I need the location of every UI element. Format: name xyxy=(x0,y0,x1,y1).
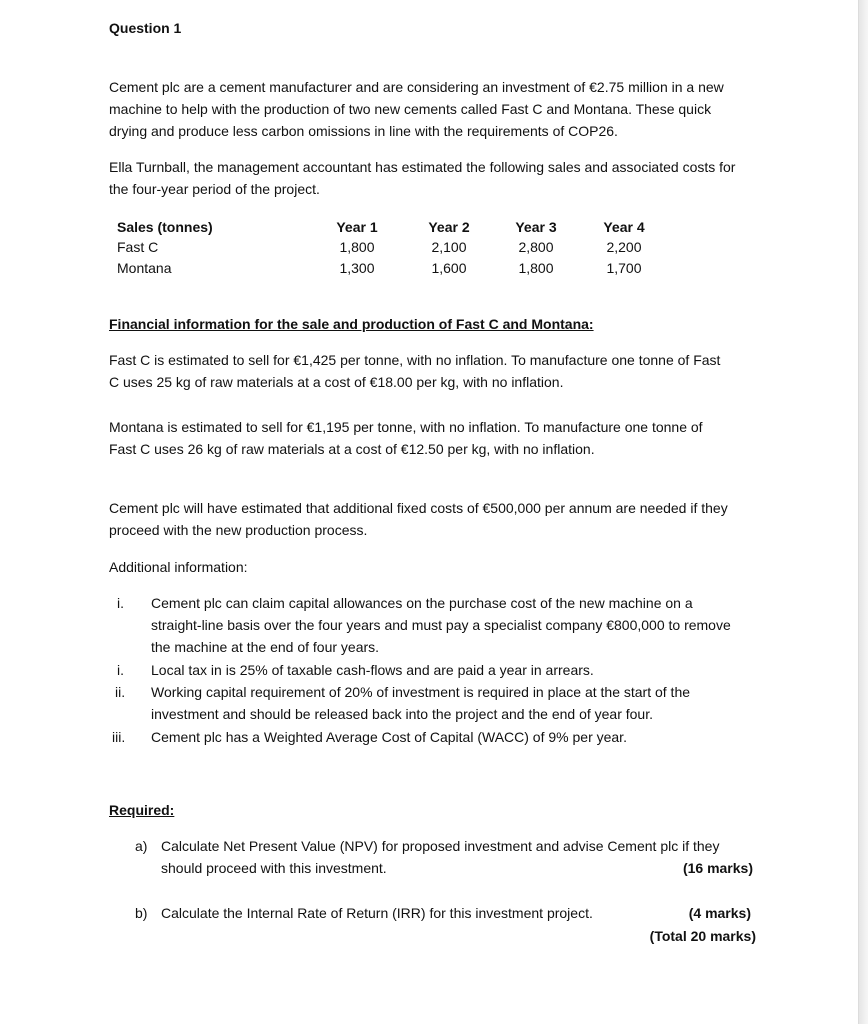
sales-header-year1: Year 1 xyxy=(336,219,378,235)
required-a-marks: (16 marks) xyxy=(682,860,753,876)
total-marks: (Total 20 marks) xyxy=(649,928,756,944)
required-a-line1: Calculate Net Present Value (NPV) for proposed investment and advise Cement plc if they xyxy=(161,838,720,854)
additional-marker: i. xyxy=(117,662,124,678)
required-a-line2: should proceed with this investment. xyxy=(161,860,387,876)
sales-cell: 1,800 xyxy=(518,260,554,276)
montana-line1: Montana is estimated to sell for €1,195 per tonne, with no inflation. To manufacture one tonne of xyxy=(109,419,703,435)
montana-line2: Fast C uses 26 kg of raw materials at a cost of €12.50 per kg, with no inflation. xyxy=(109,441,595,457)
required-a-marker: a) xyxy=(135,838,148,854)
sales-header-year3: Year 3 xyxy=(515,219,557,235)
additional-marker: iii. xyxy=(112,729,126,745)
additional-item-line: Cement plc has a Weighted Average Cost of Capital (WACC) of 9% per year. xyxy=(151,729,627,745)
sales-cell: 1,700 xyxy=(606,260,642,276)
sales-cell: 2,800 xyxy=(518,239,554,255)
additional-item-line: Working capital requirement of 20% of investment is required in place at the start of the xyxy=(151,684,691,700)
question-title: Question 1 xyxy=(109,20,182,36)
additional-item-line: the machine at the end of four years. xyxy=(151,639,380,655)
sales-cell: 2,200 xyxy=(606,239,642,255)
financial-heading: Financial information for the sale and production of Fast C and Montana: xyxy=(109,316,594,332)
intro-p1-line1: Cement plc are a cement manufacturer and are considering an investment of €2.75 million in a new xyxy=(109,79,724,95)
intro-p1-line2: machine to help with the production of two new cements called Fast C and Montana. These quick xyxy=(109,101,712,117)
required-heading: Required: xyxy=(109,802,175,818)
fast-c-line1: Fast C is estimated to sell for €1,425 per tonne, with no inflation. To manufacture one tonne of Fast xyxy=(109,352,721,368)
required-b-marks: (4 marks) xyxy=(688,905,751,921)
additional-item-line: investment and should be released back into the project and the end of year four. xyxy=(151,706,653,722)
required-b-marker: b) xyxy=(135,905,148,921)
sales-cell: 1,300 xyxy=(339,260,375,276)
fixed-costs-line1: Cement plc will have estimated that additional fixed costs of €500,000 per annum are needed if they xyxy=(109,500,728,516)
sales-header-year4: Year 4 xyxy=(603,219,645,235)
required-b-line: Calculate the Internal Rate of Return (IRR) for this investment project. xyxy=(161,905,593,921)
additional-item-line: Local tax in is 25% of taxable cash-flows and are paid a year in arrears. xyxy=(151,662,594,678)
additional-marker: ii. xyxy=(115,684,126,700)
intro-p2-line1: Ella Turnball, the management accountant has estimated the following sales and associated costs for xyxy=(109,159,736,175)
intro-p1-line3: drying and produce less carbon omissions in line with the requirements of COP26. xyxy=(109,123,618,139)
sales-cell: 1,800 xyxy=(339,239,375,255)
sales-row-label: Fast C xyxy=(117,239,159,255)
intro-p2-line2: the four-year period of the project. xyxy=(109,181,320,197)
additional-item-line: straight-line basis over the four years and must pay a specialist company €800,000 to remove xyxy=(151,617,731,633)
sales-cell: 1,600 xyxy=(431,260,467,276)
sales-header-label: Sales (tonnes) xyxy=(117,219,213,235)
additional-item-line: Cement plc can claim capital allowances on the purchase cost of the new machine on a xyxy=(151,595,693,611)
sales-row-label: Montana xyxy=(117,260,172,276)
fast-c-line2: C uses 25 kg of raw materials at a cost of €18.00 per kg, with no inflation. xyxy=(109,374,564,390)
additional-marker: i. xyxy=(117,595,124,611)
sales-header-year2: Year 2 xyxy=(428,219,470,235)
page-edge xyxy=(859,0,868,1024)
fixed-costs-line2: proceed with the new production process. xyxy=(109,522,368,538)
sales-cell: 2,100 xyxy=(431,239,467,255)
additional-heading: Additional information: xyxy=(109,559,248,575)
